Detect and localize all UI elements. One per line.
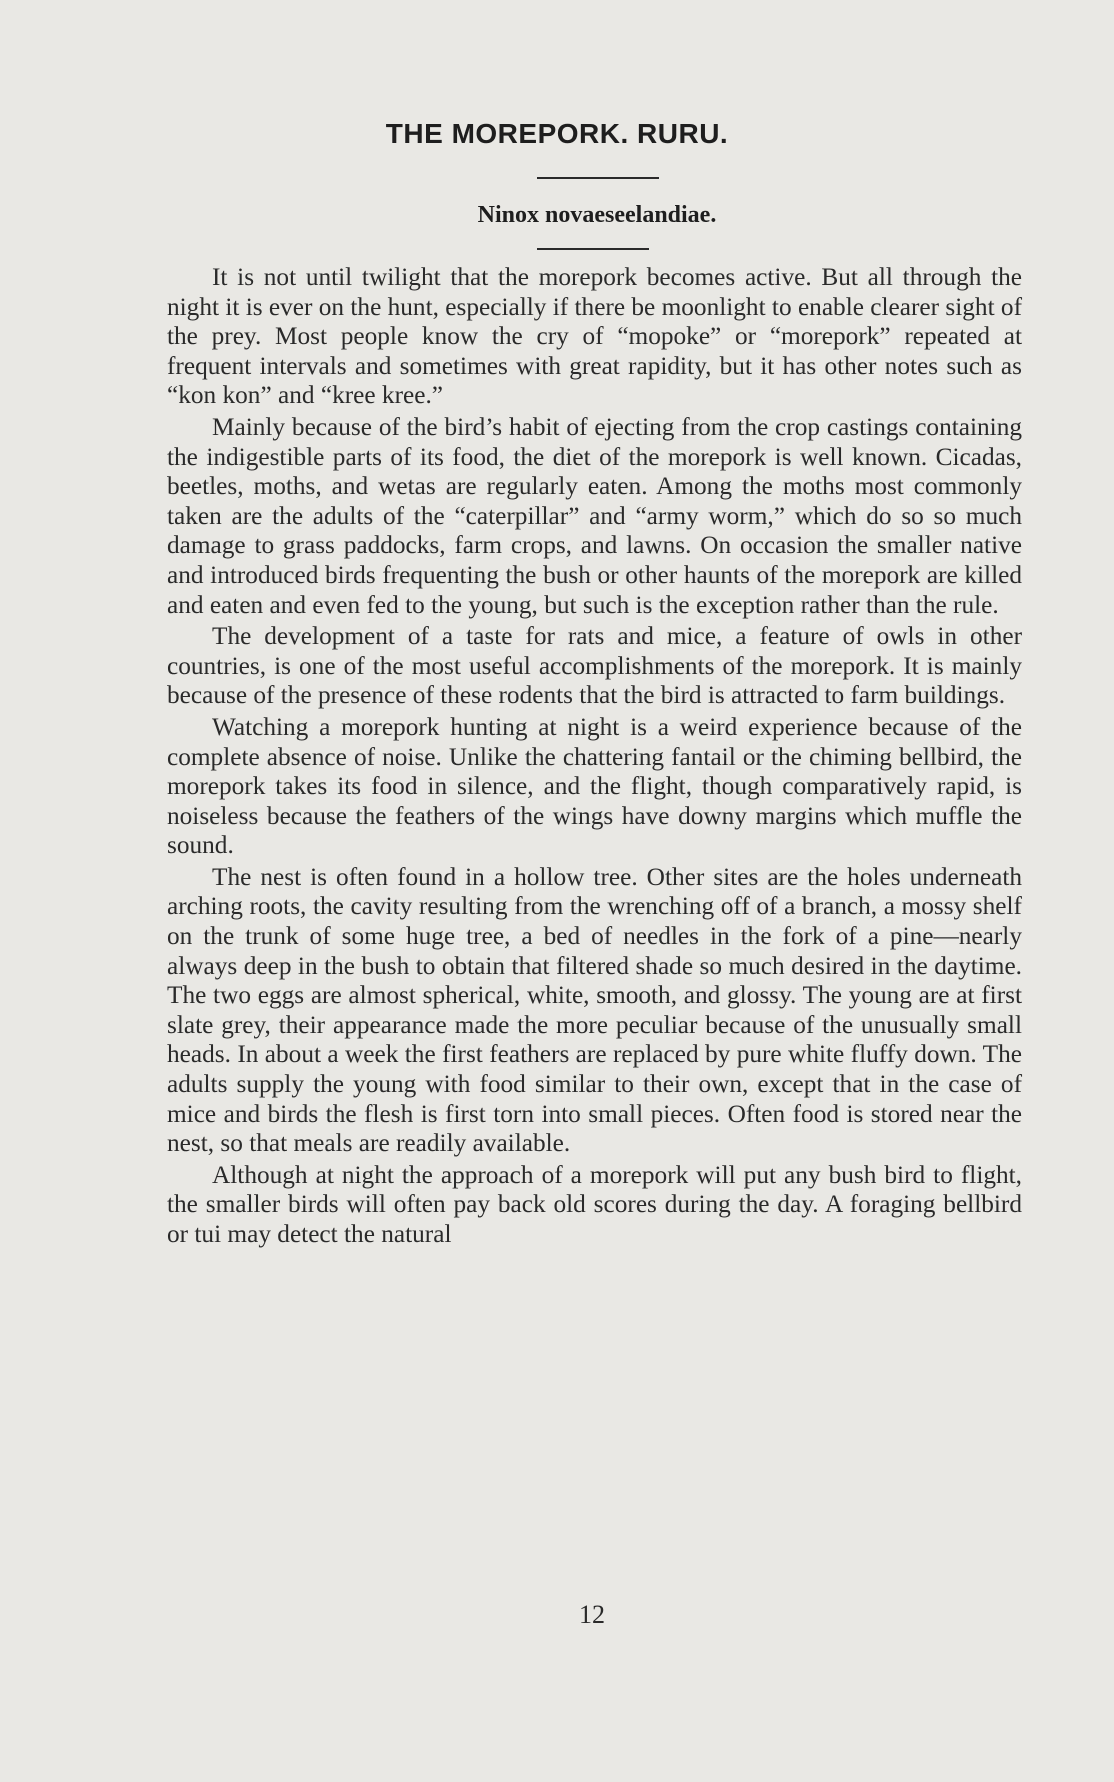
paragraph-6: Although at night the approach of a morepork will put any bush bird to flight, the smaller birds will often pay back old scores during the day. A foraging bellbird or tui may detect the natural bbox=[167, 1160, 1022, 1248]
paragraph-1: It is not until twilight that the morepork becomes active. But all through the night it is ever on the hunt, especially if there be moonlight to enable clearer sight of the prey. Most people know the cry of “mopoke” or “morepork” repeated at frequent intervals and sometimes with great rapidity, but it has other notes such as “kon kon” and “kree kree.” bbox=[167, 263, 1022, 410]
paragraph-3: The development of a taste for rats and mice, a feature of owls in other countries, is one of the most useful accomplishments of the morepork. It is mainly because of the presence of these rodents that the bird is attracted to farm buildings. bbox=[167, 622, 1022, 710]
paragraph-4: Watching a morepork hunting at night is a weird experience because of the complete absence of noise. Unlike the chattering fantail or the chiming bellbird, the morepork takes its food in silence, and the flight, though comparatively rapid, is noiseless because the feathers of the wings have downy margins which muffle the sound. bbox=[167, 712, 1022, 860]
title-divider bbox=[537, 177, 659, 179]
paragraph-5: The nest is often found in a hollow tree. Other sites are the holes underneath arching roots, the cavity resulting from the wrenching off of a branch, a mossy shelf on the trunk of some huge tree, a bed of needles in the fork of a pine—nearly always deep in the bush to obtain that filtered shade so much desired in the daytime. The two eggs are almost spherical, white, smooth, and glossy. The young are at first slate grey, their appearance made the more peculiar because of the unusually small heads. In about a week the first feathers are replaced by pure white fluffy down. The adults supply the young with food similar to their own, except that in the case of mice and birds the flesh is first torn into small pieces. Often food is stored near the nest, so that meals are readily available. bbox=[167, 862, 1022, 1158]
subtitle-divider bbox=[537, 248, 649, 250]
page-title: THE MOREPORK. RURU. bbox=[385, 118, 729, 149]
body-text bbox=[167, 263, 1022, 1252]
page-number: 12 bbox=[579, 1600, 605, 1629]
paragraph-2: Mainly because of the bird’s habit of ejecting from the crop castings containing the indigestible parts of its food, the diet of the morepork is well known. Cicadas, beetles, moths, and wetas are regularly eaten. Among the moths most commonly taken are the adults of the “caterpillar” and “army worm,” which do so so much damage to grass paddocks, farm crops, and lawns. On occasion the smaller native and introduced birds frequenting the bush or other haunts of the morepork are killed and eaten and even fed to the young, but such is the exception rather than the rule. bbox=[167, 412, 1022, 619]
species-name: Ninox novaeseelandiae. bbox=[477, 202, 717, 228]
